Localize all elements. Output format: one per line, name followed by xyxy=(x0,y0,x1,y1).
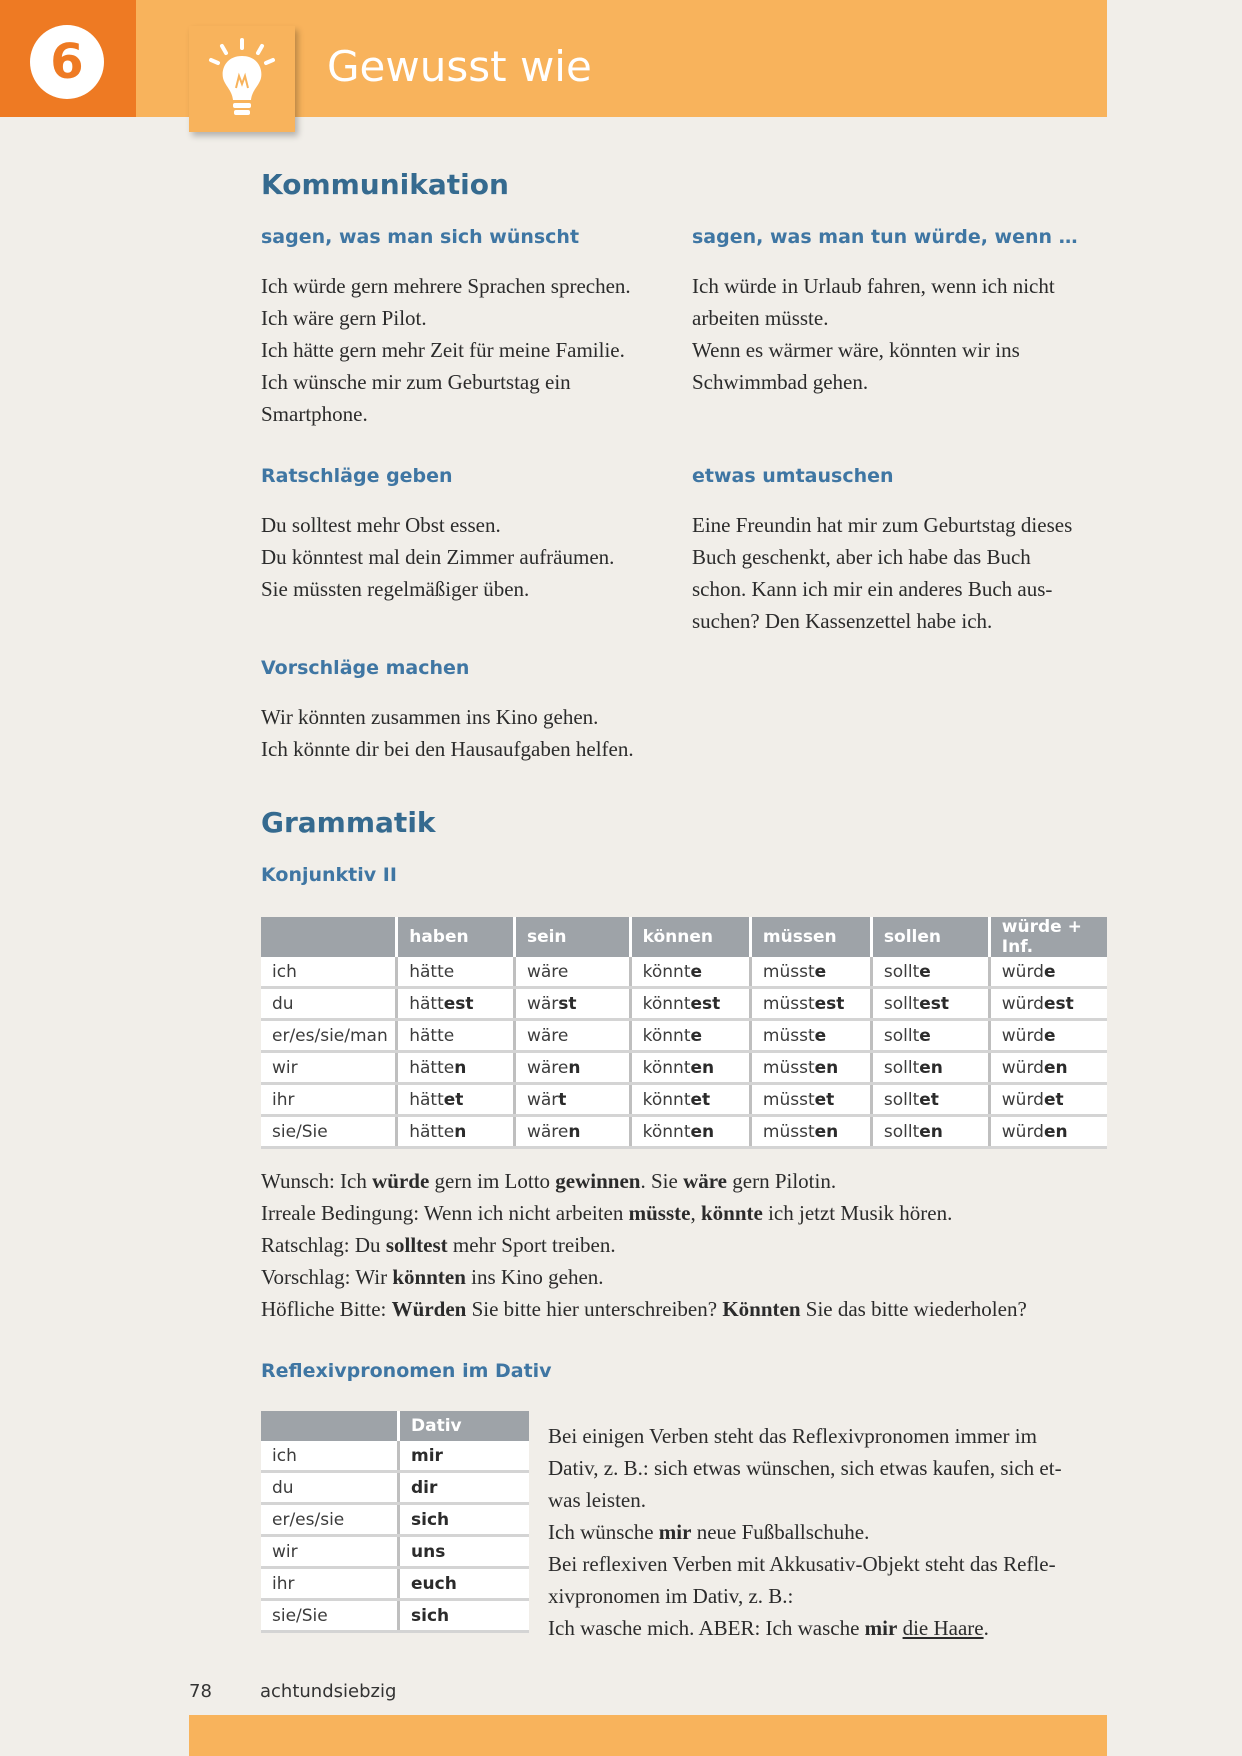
verb-ending: est xyxy=(919,993,950,1014)
verb-form-cell: hätten xyxy=(397,1116,515,1148)
explanation-line: Ich wünsche mir neue Fußballschuhe. xyxy=(548,1520,870,1544)
table-row xyxy=(261,1441,529,1472)
chapter-tab xyxy=(0,0,136,117)
paragraph-wenn xyxy=(692,270,1055,398)
explanation-line: Bei einigen Verben steht das Reflexivpronomen immer im xyxy=(548,1424,1037,1448)
explanation-line: Dativ, z. B.: sich etwas wünschen, sich etwas kaufen, sich et- xyxy=(548,1456,1062,1480)
example-line: Ratschlag: Du solltest mehr Sport treiben. xyxy=(261,1233,616,1257)
explanation-line: was leisten. xyxy=(548,1488,646,1512)
verb-form-cell: wäre xyxy=(514,957,630,988)
highlight: könnten xyxy=(392,1265,466,1289)
verb-form-cell: müsste xyxy=(750,957,871,988)
dativ-cell xyxy=(399,1504,530,1536)
pronoun-cell: er/es/sie xyxy=(261,1504,399,1536)
verb-ending: n xyxy=(454,1057,467,1078)
table-row xyxy=(261,1020,1107,1052)
verb-ending: en xyxy=(1043,1057,1068,1078)
text-line: suchen? Den Kassenzettel habe ich. xyxy=(692,609,993,633)
verb-form-cell: wärst xyxy=(514,988,630,1020)
subheading-wuenschen: sagen, was man sich wünscht xyxy=(261,226,580,248)
subheading-wenn: sagen, was man tun würde, wenn … xyxy=(692,226,1078,248)
example-line: Irreale Bedingung: Wenn ich nicht arbeiten müsste, könnte ich jetzt Musik hören. xyxy=(261,1201,953,1225)
subheading-konjunktiv: Konjunktiv II xyxy=(261,864,397,886)
text-line: Ich hätte gern mehr Zeit für meine Familie. xyxy=(261,338,625,362)
verb-ending: est xyxy=(690,993,721,1014)
text-line: Ich würde in Urlaub fahren, wenn ich nicht xyxy=(692,274,1055,298)
header-cell: sein xyxy=(514,917,630,957)
dativ-pronoun: uns xyxy=(411,1541,446,1562)
verb-ending: st xyxy=(558,993,577,1014)
verb-ending: en xyxy=(690,1121,715,1142)
header-cell: müssen xyxy=(750,917,871,957)
text-line: Schwimmbad gehen. xyxy=(692,370,869,394)
verb-form-cell: würdest xyxy=(989,988,1107,1020)
reflexiv-explanation xyxy=(548,1420,1062,1644)
verb-form-cell: sollte xyxy=(871,957,989,988)
table-row xyxy=(261,988,1107,1020)
verb-ending: en xyxy=(690,1057,715,1078)
highlight: wäre xyxy=(683,1169,727,1193)
section-heading-kommunikation: Kommunikation xyxy=(261,168,509,201)
text-line: Sie müssten regelmäßiger üben. xyxy=(261,577,530,601)
text-line: Wir könnten zusammen ins Kino gehen. xyxy=(261,705,599,729)
verb-form-cell: würde xyxy=(989,957,1107,988)
highlight: Könnten xyxy=(722,1297,801,1321)
table-header-row xyxy=(261,1411,529,1441)
text-line: arbeiten müsste. xyxy=(692,306,829,330)
verb-form-cell: hättest xyxy=(397,988,515,1020)
verb-form-cell: könnte xyxy=(630,957,750,988)
verb-form-cell: müsste xyxy=(750,1020,871,1052)
verb-ending: et xyxy=(690,1089,711,1110)
verb-form-cell: wären xyxy=(514,1052,630,1084)
verb-form-cell: hätten xyxy=(397,1052,515,1084)
verb-form-cell: müsstet xyxy=(750,1084,871,1116)
highlight: solltest xyxy=(385,1233,448,1257)
text-line: schon. Kann ich mir ein anderes Buch aus- xyxy=(692,577,1053,601)
header-cell: haben xyxy=(397,917,515,957)
paragraph-wuenschen xyxy=(261,270,631,430)
verb-ending: et xyxy=(443,1089,464,1110)
table-row xyxy=(261,1052,1107,1084)
dativ-cell xyxy=(399,1568,530,1600)
page-number-word: achtundsiebzig xyxy=(260,1681,397,1702)
header-cell: würde + Inf. xyxy=(989,917,1107,957)
verb-form-cell: würden xyxy=(989,1116,1107,1148)
paragraph-umtauschen xyxy=(692,509,1072,637)
verb-ending: e xyxy=(690,961,703,982)
paragraph-vorschlaege xyxy=(261,701,634,765)
paragraph-ratschlaege xyxy=(261,509,614,605)
table-row xyxy=(261,1536,529,1568)
pronoun-cell: ich xyxy=(261,1441,399,1472)
highlight: mir xyxy=(658,1520,692,1544)
verb-ending: est xyxy=(443,993,474,1014)
verb-form-cell: hättet xyxy=(397,1084,515,1116)
verb-ending: et xyxy=(1043,1089,1064,1110)
verb-ending: e xyxy=(814,961,827,982)
table-row xyxy=(261,1472,529,1504)
header-cell: können xyxy=(630,917,750,957)
pronoun-cell: ich xyxy=(261,957,397,988)
text-line: Buch geschenkt, aber ich habe das Buch xyxy=(692,545,1031,569)
dativ-cell xyxy=(399,1536,530,1568)
verb-form-cell: würdet xyxy=(989,1084,1107,1116)
verb-form-cell: müsstest xyxy=(750,988,871,1020)
verb-form-cell: könnte xyxy=(630,1020,750,1052)
header-cell: Dativ xyxy=(399,1411,530,1441)
verb-form-cell: könnten xyxy=(630,1116,750,1148)
text-line: Ich könnte dir bei den Hausaufgaben helfen. xyxy=(261,737,634,761)
verb-ending: e xyxy=(1043,961,1056,982)
pronoun-cell: wir xyxy=(261,1052,397,1084)
dativ-cell xyxy=(399,1472,530,1504)
chapter-number: 6 xyxy=(30,25,104,99)
verb-ending: e xyxy=(690,1025,703,1046)
konjunktiv-examples xyxy=(261,1165,1027,1325)
verb-ending: en xyxy=(1043,1121,1068,1142)
pronoun-cell: wir xyxy=(261,1536,399,1568)
verb-form-cell: wären xyxy=(514,1116,630,1148)
text-line: Smartphone. xyxy=(261,402,368,426)
dativ-pronoun: euch xyxy=(411,1573,457,1594)
subheading-vorschlaege: Vorschläge machen xyxy=(261,657,470,679)
verb-ending: e xyxy=(1043,1025,1056,1046)
subheading-umtauschen: etwas umtauschen xyxy=(692,465,894,487)
reflexiv-table xyxy=(261,1411,529,1633)
text-line: Eine Freundin hat mir zum Geburtstag dieses xyxy=(692,513,1073,537)
table-row xyxy=(261,1568,529,1600)
verb-ending: et xyxy=(919,1089,939,1110)
verb-ending: e xyxy=(814,1025,827,1046)
verb-form-cell: könnten xyxy=(630,1052,750,1084)
highlight: müsste xyxy=(628,1201,691,1225)
explanation-line: xivpronomen im Dativ, z. B.: xyxy=(548,1584,794,1608)
verb-ending: e xyxy=(919,1025,931,1046)
highlight: Würden xyxy=(391,1297,467,1321)
verb-ending: n xyxy=(568,1121,581,1142)
highlight: würde xyxy=(372,1169,430,1193)
verb-ending: e xyxy=(919,961,931,982)
verb-form-cell: müssten xyxy=(750,1116,871,1148)
dativ-pronoun: sich xyxy=(411,1605,450,1626)
verb-form-cell: wäre xyxy=(514,1020,630,1052)
verb-ending: est xyxy=(814,993,845,1014)
verb-form-cell: könntest xyxy=(630,988,750,1020)
table-header-row xyxy=(261,917,1107,957)
verb-form-cell: würde xyxy=(989,1020,1107,1052)
header-cell xyxy=(261,917,397,957)
table-row xyxy=(261,1600,529,1632)
text-line: Ich wünsche mir zum Geburtstag ein xyxy=(261,370,571,394)
explanation-line: Ich wasche mich. ABER: Ich wasche mir die Haare. xyxy=(548,1616,989,1640)
verb-form-cell: würden xyxy=(989,1052,1107,1084)
text-line: Wenn es wärmer wäre, könnten wir ins xyxy=(692,338,1020,362)
verb-form-cell: könntet xyxy=(630,1084,750,1116)
verb-ending: est xyxy=(1043,993,1074,1014)
example-line: Wunsch: Ich würde gern im Lotto gewinnen. Sie wäre gern Pilotin. xyxy=(261,1169,837,1193)
dativ-pronoun: dir xyxy=(411,1477,438,1498)
pronoun-cell: du xyxy=(261,988,397,1020)
verb-form-cell: sollten xyxy=(871,1052,989,1084)
verb-form-cell: solltest xyxy=(871,988,989,1020)
page-number: 78 xyxy=(189,1681,212,1702)
highlight: könnte xyxy=(700,1201,763,1225)
header-cell: sollen xyxy=(871,917,989,957)
table-row xyxy=(261,1084,1107,1116)
verb-ending: n xyxy=(568,1057,581,1078)
section-heading-grammatik: Grammatik xyxy=(261,806,436,839)
subheading-reflexiv: Reflexivpronomen im Dativ xyxy=(261,1360,552,1382)
header-cell xyxy=(261,1411,399,1441)
verb-form-cell: wärt xyxy=(514,1084,630,1116)
footer-band xyxy=(189,1715,1107,1756)
highlight: mir xyxy=(864,1616,898,1640)
verb-form-cell: sollten xyxy=(871,1116,989,1148)
text-line: Du könntest mal dein Zimmer aufräumen. xyxy=(261,545,615,569)
pronoun-cell: sie/Sie xyxy=(261,1600,399,1632)
dativ-cell xyxy=(399,1600,530,1632)
pronoun-cell: ihr xyxy=(261,1084,397,1116)
underlined-object: die Haare xyxy=(902,1616,984,1640)
verb-ending: en xyxy=(919,1057,943,1078)
dativ-pronoun: sich xyxy=(411,1509,450,1530)
pronoun-cell: sie/Sie xyxy=(261,1116,397,1148)
verb-form-cell: hätte xyxy=(397,1020,515,1052)
example-line: Höfliche Bitte: Würden Sie bitte hier unterschreiben? Könnten Sie das bitte wiederholen? xyxy=(261,1297,1027,1321)
pronoun-cell: du xyxy=(261,1472,399,1504)
verb-ending: en xyxy=(919,1121,943,1142)
verb-form-cell: hätte xyxy=(397,957,515,988)
verb-form-cell: müssten xyxy=(750,1052,871,1084)
verb-ending: et xyxy=(814,1089,835,1110)
verb-ending: n xyxy=(454,1121,467,1142)
highlight: gewinnen xyxy=(555,1169,641,1193)
konjunktiv-table xyxy=(261,917,1107,1149)
verb-ending: t xyxy=(558,1089,567,1110)
example-line: Vorschlag: Wir könnten ins Kino gehen. xyxy=(261,1265,604,1289)
pronoun-cell: ihr xyxy=(261,1568,399,1600)
verb-ending: en xyxy=(814,1057,839,1078)
verb-ending: en xyxy=(814,1121,839,1142)
table-row xyxy=(261,1504,529,1536)
text-line: Du solltest mehr Obst essen. xyxy=(261,513,501,537)
explanation-line: Bei reflexiven Verben mit Akkusativ-Objekt steht das Refle- xyxy=(548,1552,1056,1576)
table-row xyxy=(261,957,1107,988)
page-title: Gewusst wie xyxy=(327,42,592,91)
verb-form-cell: solltet xyxy=(871,1084,989,1116)
text-line: Ich würde gern mehrere Sprachen sprechen. xyxy=(261,274,631,298)
subheading-ratschlaege: Ratschläge geben xyxy=(261,465,453,487)
verb-form-cell: sollte xyxy=(871,1020,989,1052)
dativ-cell xyxy=(399,1441,530,1472)
text-line: Ich wäre gern Pilot. xyxy=(261,306,427,330)
pronoun-cell: er/es/sie/man xyxy=(261,1020,397,1052)
lightbulb-icon xyxy=(189,26,295,132)
dativ-pronoun: mir xyxy=(411,1445,443,1466)
table-row xyxy=(261,1116,1107,1148)
